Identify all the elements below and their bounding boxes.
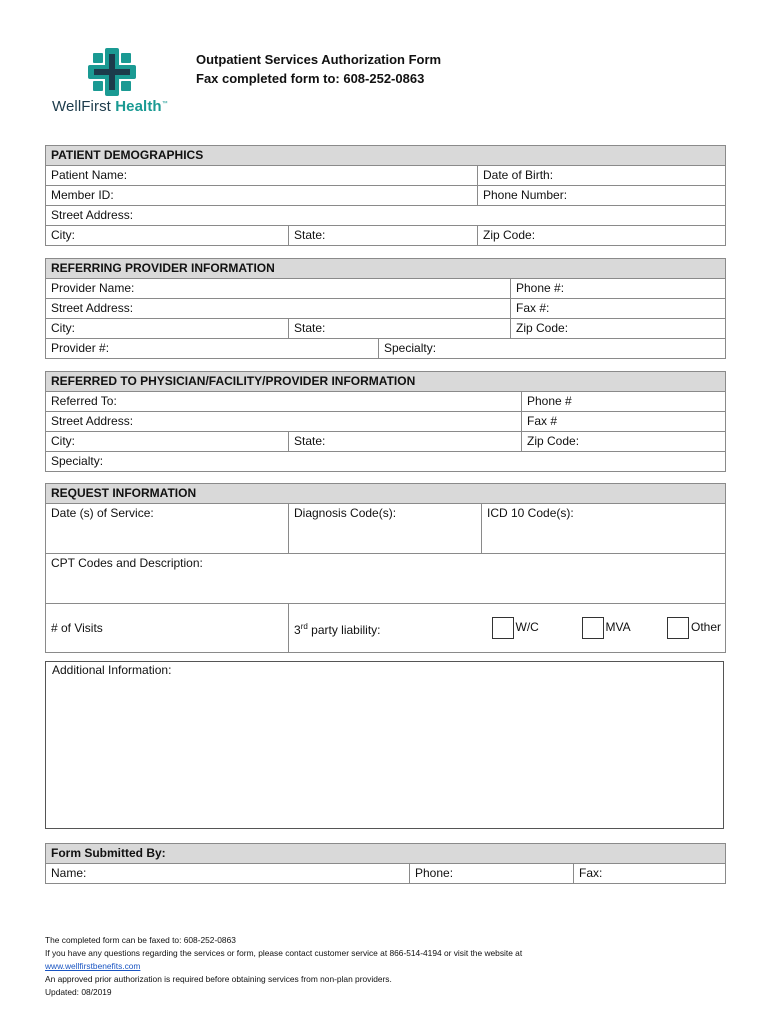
member-id-field[interactable]: Member ID:: [46, 186, 478, 206]
fax-instruction: Fax completed form to: 608-252-0863: [196, 71, 425, 86]
referring-provider-section: [45, 258, 726, 359]
section-heading: PATIENT DEMOGRAPHICS: [46, 146, 726, 166]
section-heading: REFERRED TO PHYSICIAN/FACILITY/PROVIDER INFORMATION: [46, 372, 726, 392]
provider-phone-field[interactable]: Phone #:: [511, 279, 726, 299]
section-heading: Form Submitted By:: [46, 844, 726, 864]
provider-zip-field[interactable]: Zip Code:: [511, 319, 726, 339]
cpt-codes-field[interactable]: CPT Codes and Description:: [46, 554, 726, 604]
section-heading: REQUEST INFORMATION: [46, 484, 726, 504]
submitter-fax-field[interactable]: Fax:: [574, 864, 726, 884]
provider-street-field[interactable]: Street Address:: [46, 299, 511, 319]
additional-information-label: Additional Information:: [52, 663, 172, 677]
state-field[interactable]: State:: [289, 226, 478, 246]
option-mva[interactable]: [582, 604, 638, 653]
third-party-liability-label: [289, 604, 492, 653]
provider-fax-field[interactable]: Fax #:: [511, 299, 726, 319]
provider-name-field[interactable]: Provider Name:: [46, 279, 511, 299]
referred-city-field[interactable]: City:: [46, 432, 289, 452]
icd10-code-field[interactable]: ICD 10 Code(s):: [482, 504, 726, 554]
zip-code-field[interactable]: Zip Code:: [478, 226, 726, 246]
logo-text-wellfirst: WellFirst: [52, 98, 116, 115]
street-address-field[interactable]: Street Address:: [46, 206, 726, 226]
referred-state-field[interactable]: State:: [289, 432, 522, 452]
submitter-phone-field[interactable]: Phone:: [410, 864, 574, 884]
logo-text-health: Health: [115, 98, 162, 115]
diagnosis-code-field[interactable]: Diagnosis Code(s):: [289, 504, 482, 554]
footer-updated-line: Updated: 08/2019: [45, 987, 112, 997]
wellfirst-logo-icon: [88, 48, 136, 96]
footer-notes: [45, 934, 522, 999]
dob-field[interactable]: Date of Birth:: [478, 166, 726, 186]
third-party-prefix: 3: [294, 622, 301, 637]
submitter-name-field[interactable]: Name:: [46, 864, 410, 884]
logo-wordmark: [52, 98, 168, 115]
form-submitted-by-section: [45, 843, 726, 884]
referred-fax-field[interactable]: Fax #: [522, 412, 726, 432]
other-checkbox[interactable]: [667, 617, 689, 639]
provider-number-field[interactable]: Provider #:: [46, 339, 379, 359]
mva-checkbox[interactable]: [582, 617, 604, 639]
footer-fax-line: The completed form can be faxed to: 608-252-0863: [45, 935, 236, 945]
logo-tm: ™: [161, 101, 168, 107]
patient-name-field[interactable]: Patient Name:: [46, 166, 478, 186]
referred-to-field[interactable]: Referred To:: [46, 392, 522, 412]
third-party-suffix: party liability:: [307, 622, 381, 637]
additional-information-box[interactable]: [45, 661, 724, 829]
option-wc[interactable]: [492, 604, 582, 653]
patient-demographics-section: [45, 145, 726, 246]
referred-phone-field[interactable]: Phone #: [522, 392, 726, 412]
wc-checkbox[interactable]: [492, 617, 514, 639]
option-other[interactable]: [638, 604, 726, 653]
provider-specialty-field[interactable]: Specialty:: [379, 339, 726, 359]
referred-zip-field[interactable]: Zip Code:: [522, 432, 726, 452]
referred-specialty-field[interactable]: Specialty:: [46, 452, 726, 472]
website-link[interactable]: www.wellfirstbenefits.com: [45, 961, 141, 971]
provider-state-field[interactable]: State:: [289, 319, 511, 339]
date-of-service-field[interactable]: Date (s) of Service:: [46, 504, 289, 554]
phone-number-field[interactable]: Phone Number:: [478, 186, 726, 206]
section-heading: REFERRING PROVIDER INFORMATION: [46, 259, 726, 279]
footer-authorization-line: An approved prior authorization is required before obtaining services from non-plan providers.: [45, 974, 392, 984]
referred-to-section: [45, 371, 726, 472]
visits-field[interactable]: # of Visits: [46, 604, 289, 653]
mva-label: MVA: [605, 620, 631, 635]
third-party-sup: rd: [300, 621, 308, 631]
provider-city-field[interactable]: City:: [46, 319, 289, 339]
footer-questions-line: If you have any questions regarding the services or form, please contact customer service at 866-514-4194 or visit the website at: [45, 948, 523, 958]
city-field[interactable]: City:: [46, 226, 289, 246]
request-information-section: [45, 483, 726, 653]
wc-label: W/C: [515, 620, 539, 635]
other-label: Other: [691, 620, 722, 635]
form-title: Outpatient Services Authorization Form: [196, 52, 442, 67]
referred-street-field[interactable]: Street Address:: [46, 412, 522, 432]
form-title-block: [196, 50, 441, 88]
